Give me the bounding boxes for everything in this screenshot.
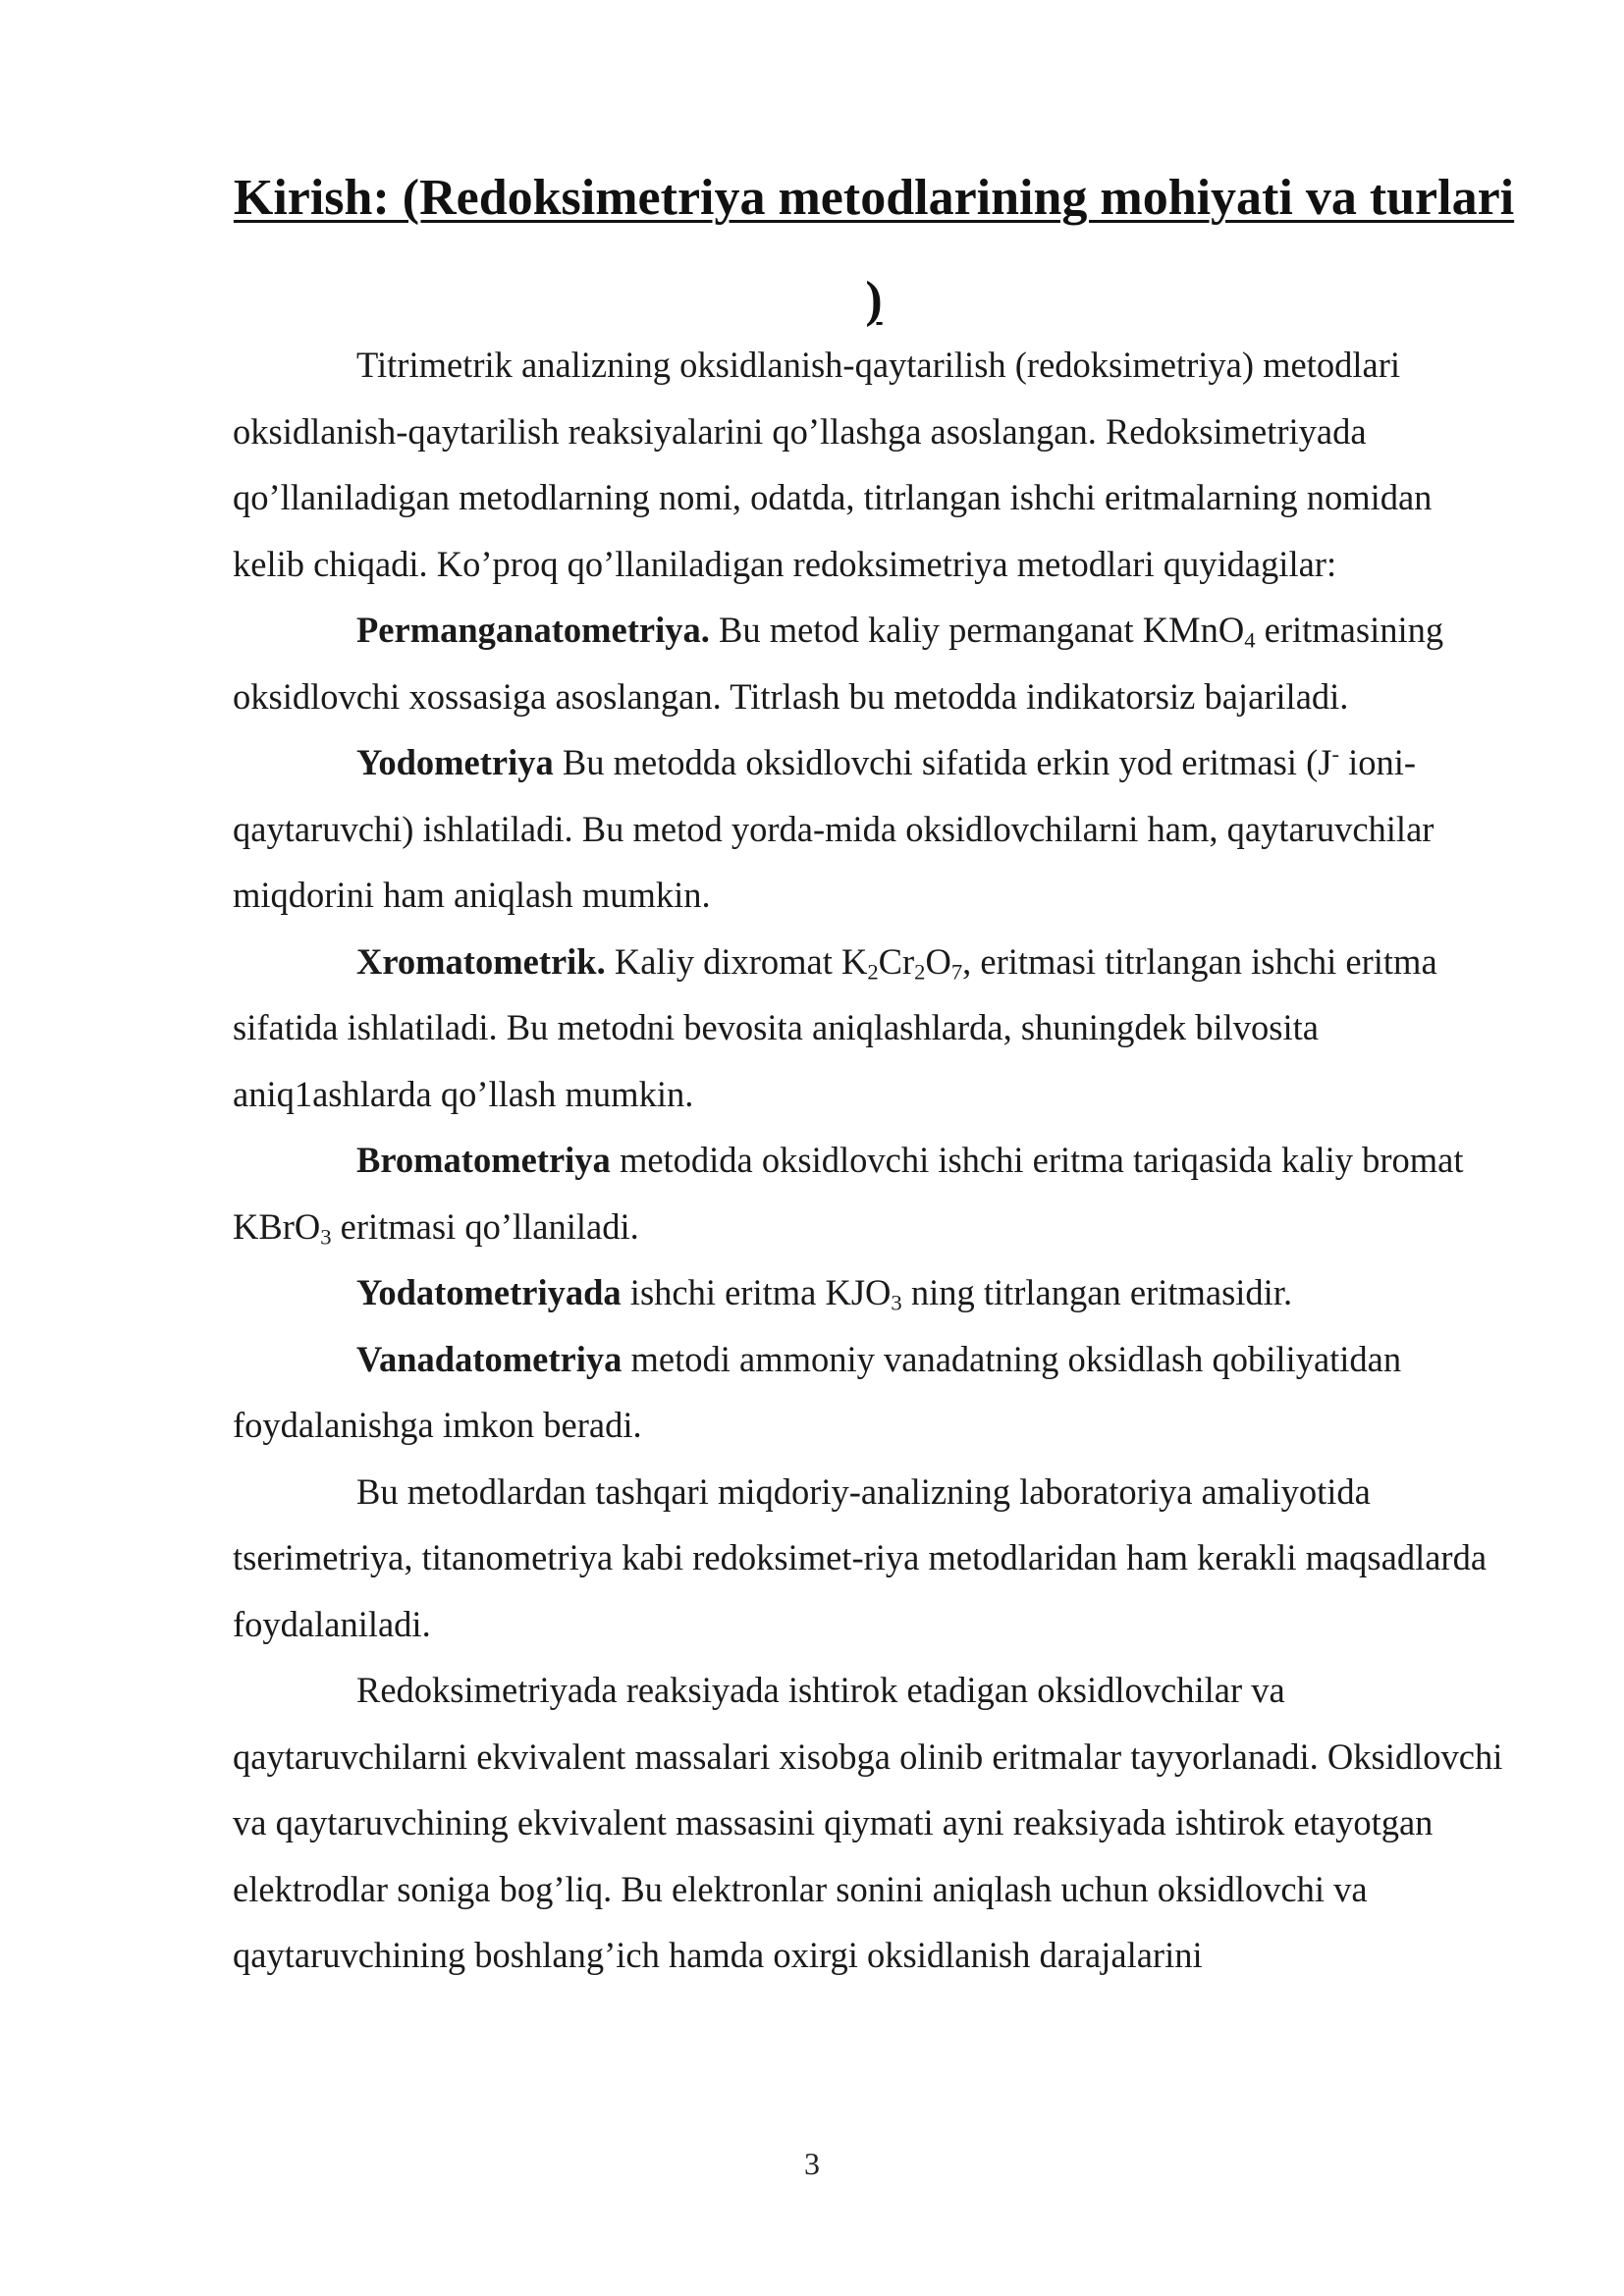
- paragraph-closing: Redoksimetriyada reaksiyada ishtirok etadigan oksidlovchilar va qaytaruvchilarni ekvivalent massalari xisobga olinib eritmalar tayyorlanadi. Oksidlovchi va qaytaruvchining ekvivalent massasini qiymati ayni reaksiyada ishtirok etayotgan elektrodlar soniga bog’liq. Bu elektronlar sonini aniqlash uchun oksidlovchi va qaytaruvchining boshlang’ich hamda oxirgi oksidlanish darajalarini: [233, 1670, 1503, 1975]
- text-segment: ning titrlangan eritmasidir.: [901, 1272, 1293, 1312]
- paragraph-yodatometriya: [233, 1259, 1509, 1326]
- text-segment: metodida oksidlovchi ishchi eritma tariqasida kaliy bromat KBrO: [233, 1140, 1464, 1247]
- page-title: Kirish: (Redoksimetriya metodlarining mohiyati va turlari ): [233, 170, 1515, 328]
- paragraph-other-methods: Bu metodlardan tashqari miqdoriy-analizning laboratoriya amaliyotida tserimetriya, titanometriya kabi redoksimet-riya metodlaridan ham kerakli maqsadlarda foydalaniladi.: [233, 1470, 1488, 1644]
- term-xromatometrik: Xromatometrik.: [356, 940, 606, 982]
- document-body: [233, 332, 1509, 1989]
- subscript: 3: [891, 1290, 902, 1315]
- term-bromatometriya: Bromatometriya: [356, 1140, 611, 1180]
- subscript: 4: [1244, 627, 1256, 653]
- text-segment: metodi ammoniy vanadatning oksidlash qobiliyatidan foydalanishga imkon beradi.: [233, 1338, 1402, 1445]
- term-yodometriya: Yodometriya: [356, 742, 554, 782]
- text-segment: eritmasining oksidlovchi xossasiga asoslangan. Titrlash bu metodda indikatorsiz bajariladi.: [233, 610, 1444, 717]
- subscript: 2: [914, 959, 926, 985]
- text-segment: O: [925, 940, 951, 982]
- paragraph-xromatometrik: [233, 929, 1509, 1128]
- text-segment: ishchi eritma KJO: [621, 1272, 892, 1312]
- text-segment: Bu metodda oksidlovchi sifatida erkin yod eritmasi (J: [553, 742, 1332, 782]
- text-segment: , eritmasi titrlangan ishchi eritma sifatida ishlatiladi. Bu metodni bevosita aniqlashlarda, shuningdek bilvosita aniq1ashlarda qo’llash mumkin.: [233, 940, 1437, 1114]
- term-yodatometriya: Yodatometriyada: [356, 1272, 622, 1312]
- text-segment: ioni-qaytaruvchi) ishlatiladi. Bu metod yorda-mida oksidlovchilarni ham, qaytaruvchilar miqdorini ham aniqlash mumkin.: [233, 742, 1435, 915]
- subscript: 7: [950, 959, 963, 985]
- paragraph-permanganatometriya: [233, 597, 1509, 729]
- term-permanganatometriya: Permanganatometriya.: [356, 610, 710, 650]
- paragraph-yodometriya: [233, 729, 1509, 929]
- term-vanadatometriya: Vanadatometriya: [356, 1338, 623, 1379]
- paragraph-vanadatometriya: [233, 1326, 1509, 1459]
- paragraph-bromatometriya: [233, 1127, 1509, 1259]
- subscript: 3: [320, 1224, 332, 1250]
- superscript: -: [1331, 741, 1339, 767]
- page-number: 3: [804, 2146, 820, 2181]
- text-segment: Bu metod kaliy permanganat KMnO: [709, 610, 1245, 650]
- text-segment: Cr: [878, 940, 915, 982]
- paragraph-intro: Titrimetrik analizning oksidlanish-qaytarilish (redoksimetriya) metodlari oksidlanish-qaytarilish reaksiyalarini qo’llashga asoslangan. Redoksimetriyada qo’llaniladigan metodlarning nomi, odatda, titrlangan ishchi eritmalarning nomidan kelib chiqadi. Ko’proq qo’llaniladigan redoksimetriya metodlari quyidagilar:: [233, 345, 1433, 584]
- text-segment: eritmasi qo’llaniladi.: [331, 1205, 639, 1247]
- subscript: 2: [867, 959, 879, 985]
- text-segment: Kaliy dixromat K: [605, 940, 868, 982]
